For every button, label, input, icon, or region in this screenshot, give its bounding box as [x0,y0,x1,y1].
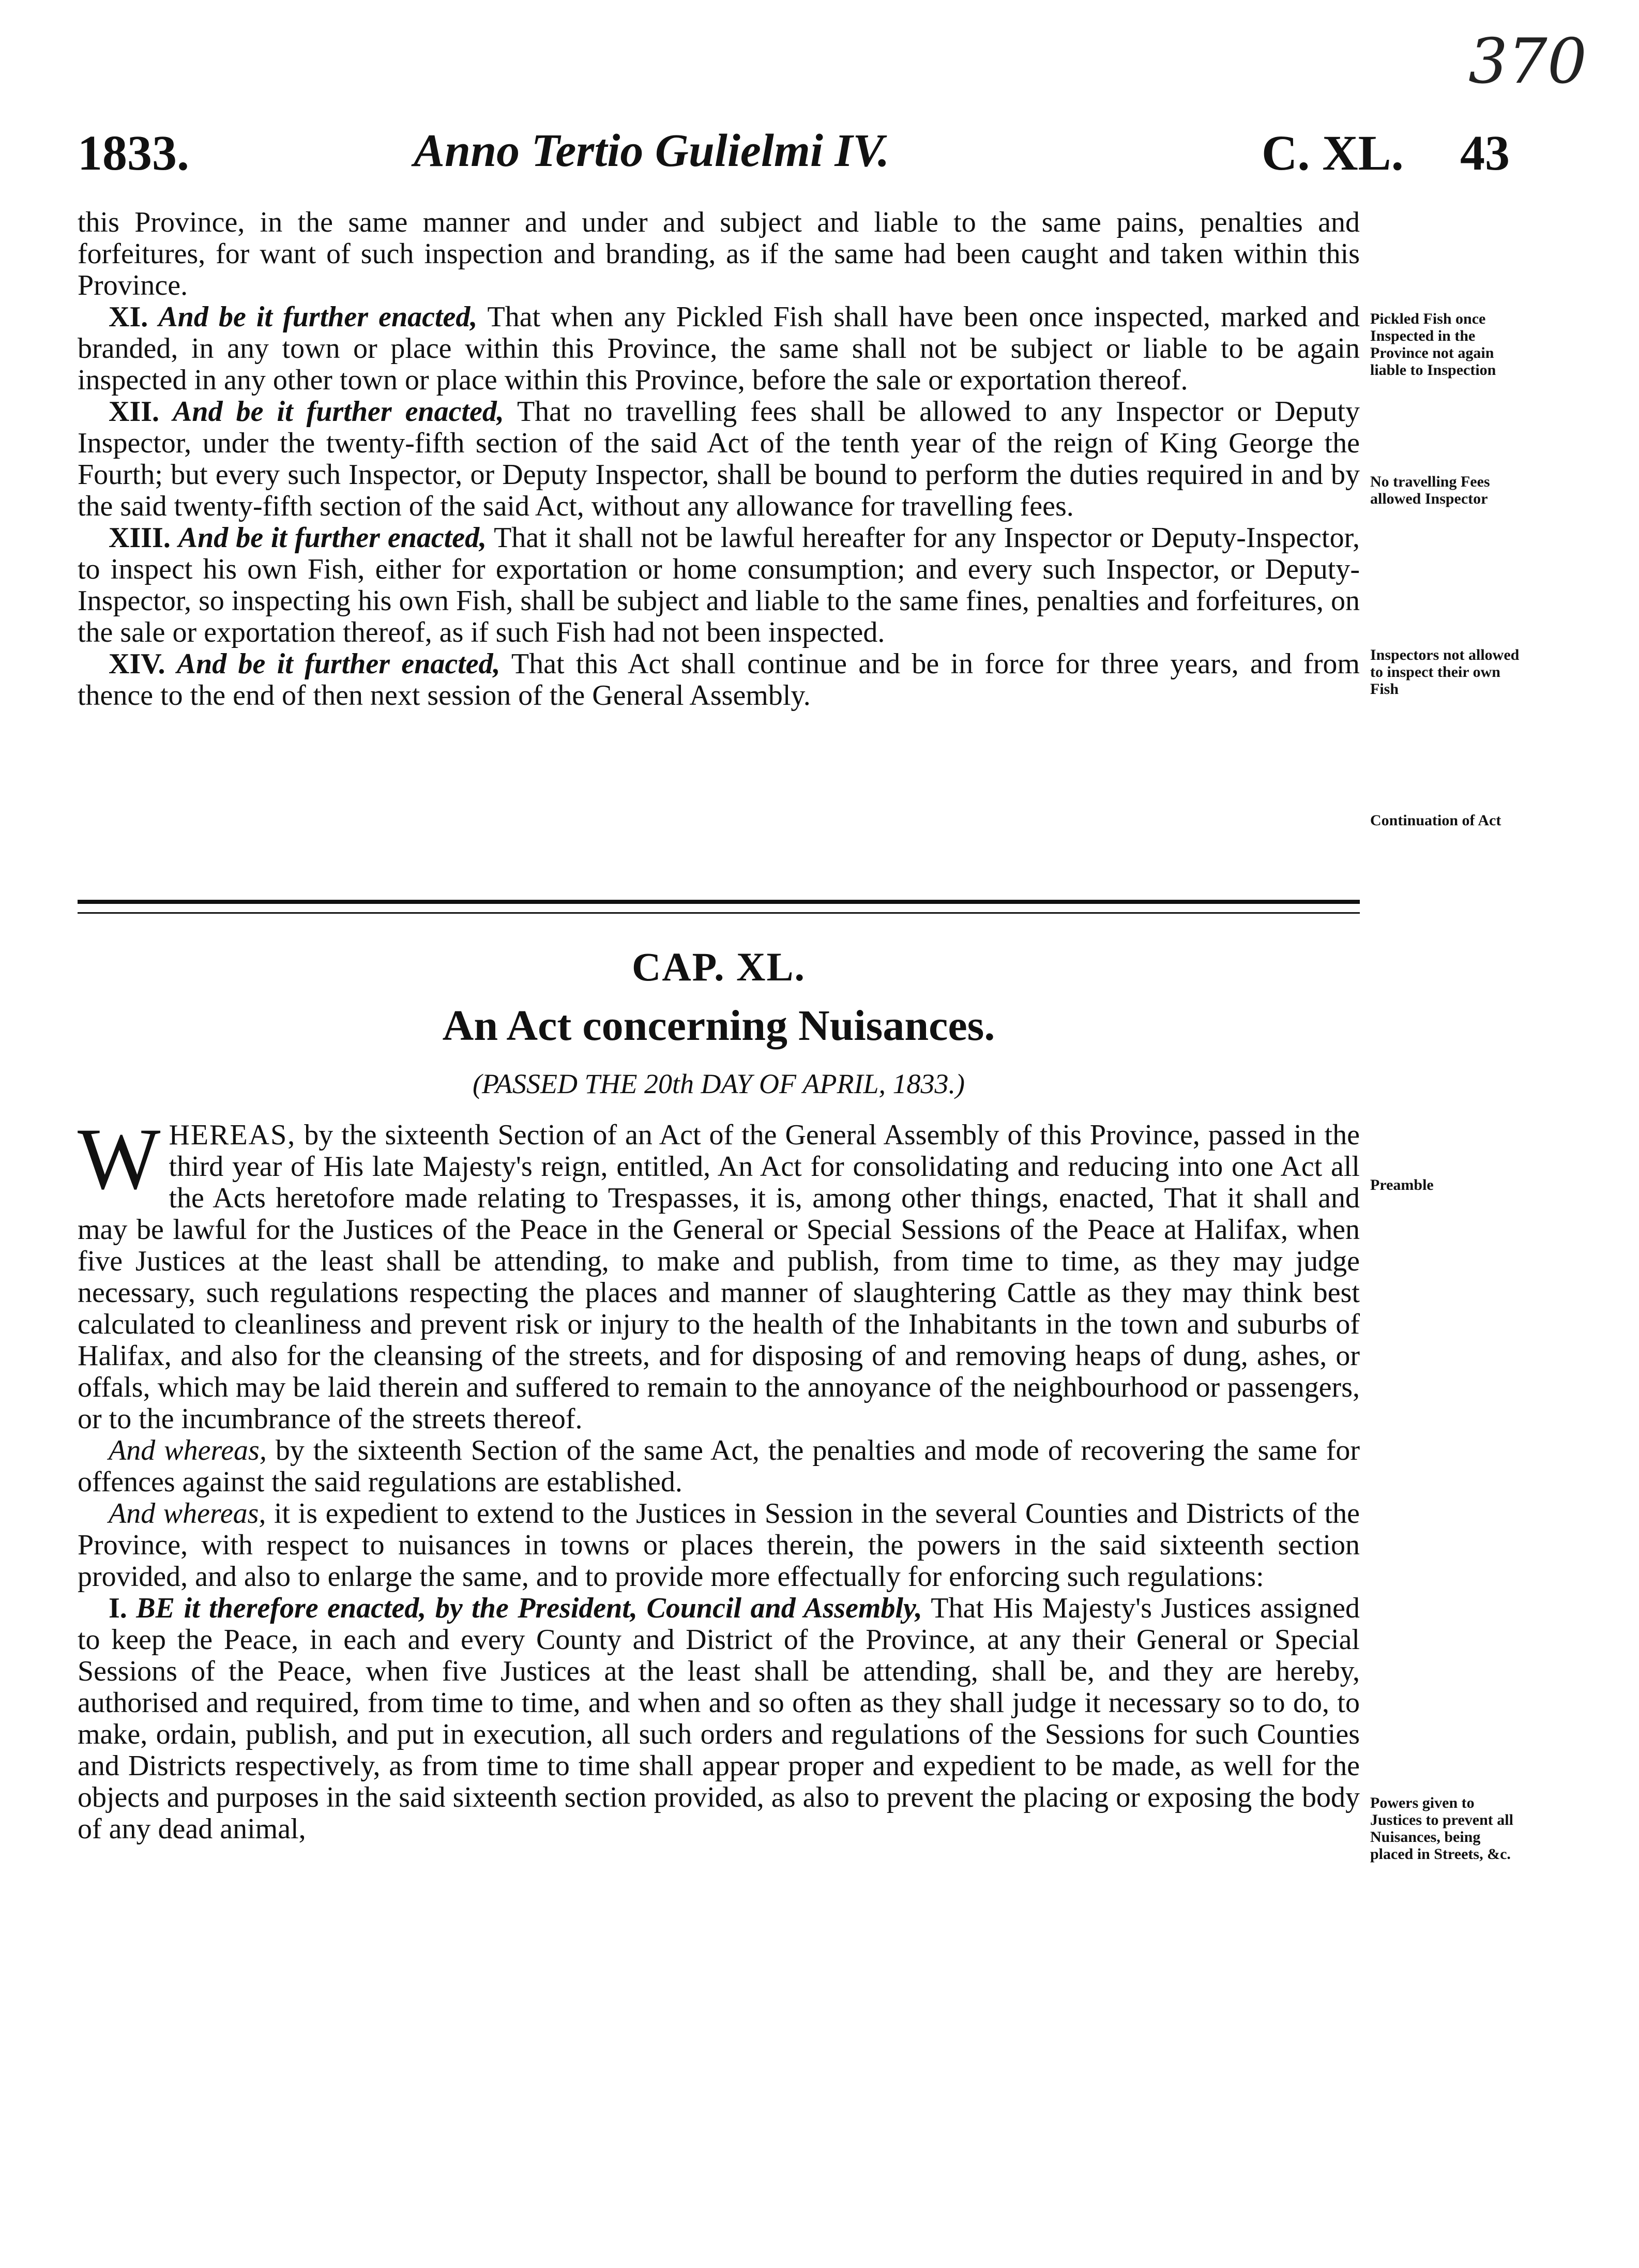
enacting-words: And be it further enacted, [158,301,478,333]
act-title: An Act concerning Nuisances. [442,1002,995,1050]
enacting-words: And be it further enacted, [173,396,504,428]
section-i [78,1593,1360,1845]
section-xiii [78,522,1360,648]
margin-note-xiii: Inspectors not allowed to inspect their own Fish [1370,646,1520,698]
running-head-chapter: C. XL. [1262,125,1404,180]
section-continuation: this Province, in the same manner and under and subject and liable to the same pains, penalties and forfeitures, for want of such inspection and branding, as if the same had been caught and taken within this Province. [78,206,1360,301]
whereas-paragraph-3 [78,1498,1360,1593]
running-head-title: Anno Tertio Gulielmi IV. [414,125,890,176]
handwritten-folio-number: 370 [1468,26,1587,98]
section-label: XI. [109,301,148,333]
running-head [78,124,1510,186]
passed-date: (PASSED THE 20th DAY OF APRIL, 1833.) [473,1068,965,1099]
preamble-text: by the sixteenth Section of an Act of the General Assembly of this Province, passed in the third year of His late Majesty's reign, entitled, An Act for consolidating and reducing into one Act all the Acts heretofore made relating to Trespasses, it is, among other things, enacted, That it shall and may be lawful for the Justices of the Peace in the General or Special Sessions of the Peace at Halifax, when five Justices at the least shall be attending, to make and publish, from time to time, as they may judge necessary, such regulations respecting the places and manner of slaughtering Cattle as they may think best calculated to cleanliness and prevent risk or injury to the health of the Inhabitants in the town and suburbs of Halifax, and also for the cleansing of the streets, and for disposing of and removing heaps of dung, ashes, or offals, which may be laid therein and suffered to remain to the annoyance of the neighbourhood or passengers, or to the incumbrance of the streets thereof. [78,1119,1360,1435]
preamble-paragraph [78,1110,1360,1435]
whereas-text: by the sixteenth Section of the same Act, the penalties and mode of recovering the same for offences against the said regulations are established. [78,1434,1360,1498]
section-xiv [78,648,1360,712]
page-number: 43 [1460,125,1510,180]
whereas-text: it is expedient to extend to the Justices in Session in the several Counties and Districts of the Province, with respect to nuisances in towns or places therein, the powers in the said sixteenth section provided, and also to enlarge the same, and to provide more effectually for enforcing such regulations: [78,1498,1360,1593]
margin-note-xiv: Continuation of Act [1370,812,1501,829]
enacting-words: And be it further enacted, [176,648,500,680]
enacting-words: And be it further enacted, [178,522,487,554]
margin-note-preamble: Preamble [1370,1176,1434,1193]
whereas-lead: And whereas, [109,1498,266,1530]
preamble-block [78,1110,1360,1845]
whereas-paragraph-2 [78,1435,1360,1498]
chapter-number: CAP. XL. [632,944,806,989]
enacting-words: BE it therefore enacted, by the President, Council and Assembly, [136,1592,922,1624]
section-xii [78,396,1360,522]
section-xi [78,301,1360,396]
drop-cap: W [78,1110,161,1207]
running-head-year: 1833. [78,125,189,180]
section-text: That His Majesty's Justices assigned to keep the Peace, in each and every County and District of the Province, at any their General or Special Sessions of the Peace, when five Justices at the least shall be attending, shall be, and they are hereby, authorised and required, from time to time, and when and so often as they shall judge it necessary so to do, to make, ordain, publish, and put in execution, all such orders and regulations of the Sessions for such Counties and Districts respectively, as from time to time shall appear proper and expedient to be made, as well for the objects and purposes in the said sixteenth section provided, as also to prevent the placing or exposing the body of any dead animal, [78,1592,1360,1845]
section-text: That no travelling fees shall be allowed to any Inspector or Deputy Inspector, under the twenty-fifth section of the said Act of the tenth year of the reign of King George the Fourth; but every such Inspector, or Deputy Inspector, shall be bound to perform the duties required in and by the said twenty-fifth section of the said Act, without any allowance for travelling fees. [78,396,1360,522]
preamble-lead: HEREAS, [169,1119,296,1151]
section-text: That this Act shall continue and be in force for three years, and from thence to the end of then next session of the General Assembly. [78,648,1360,712]
margin-note-section-i: Powers given to Justices to prevent all Nuisances, being placed in Streets, &c. [1370,1794,1513,1863]
section-divider-rule [78,900,1360,914]
margin-note-xii: No travelling Fees allowed Inspector [1370,473,1490,507]
section-text: That it shall not be lawful hereafter for any Inspector or Deputy-Inspector, to inspect his own Fish, either for exportation or home consumption; and every such Inspector, or Deputy-Inspector, so inspecting his own Fish, shall be subject and liable to the same fines, penalties and forfeitures, on the sale or exportation thereof, as if such Fish had not been inspected. [78,522,1360,648]
whereas-lead: And whereas, [109,1434,267,1466]
sections-block [78,207,1360,712]
margin-note-xi: Pickled Fish once Inspected in the Province not again liable to Inspection [1370,310,1496,379]
section-text: That when any Pickled Fish shall have been once inspected, marked and branded, in any town or place within this Province, the same shall not be subject or liable to be again inspected in any other town or place within this Province, before the sale or exportation thereof. [78,301,1360,396]
section-label: XII. [109,396,160,428]
section-label: I. [109,1592,127,1624]
section-label: XIV. [109,648,165,680]
section-label: XIII. [109,522,171,554]
